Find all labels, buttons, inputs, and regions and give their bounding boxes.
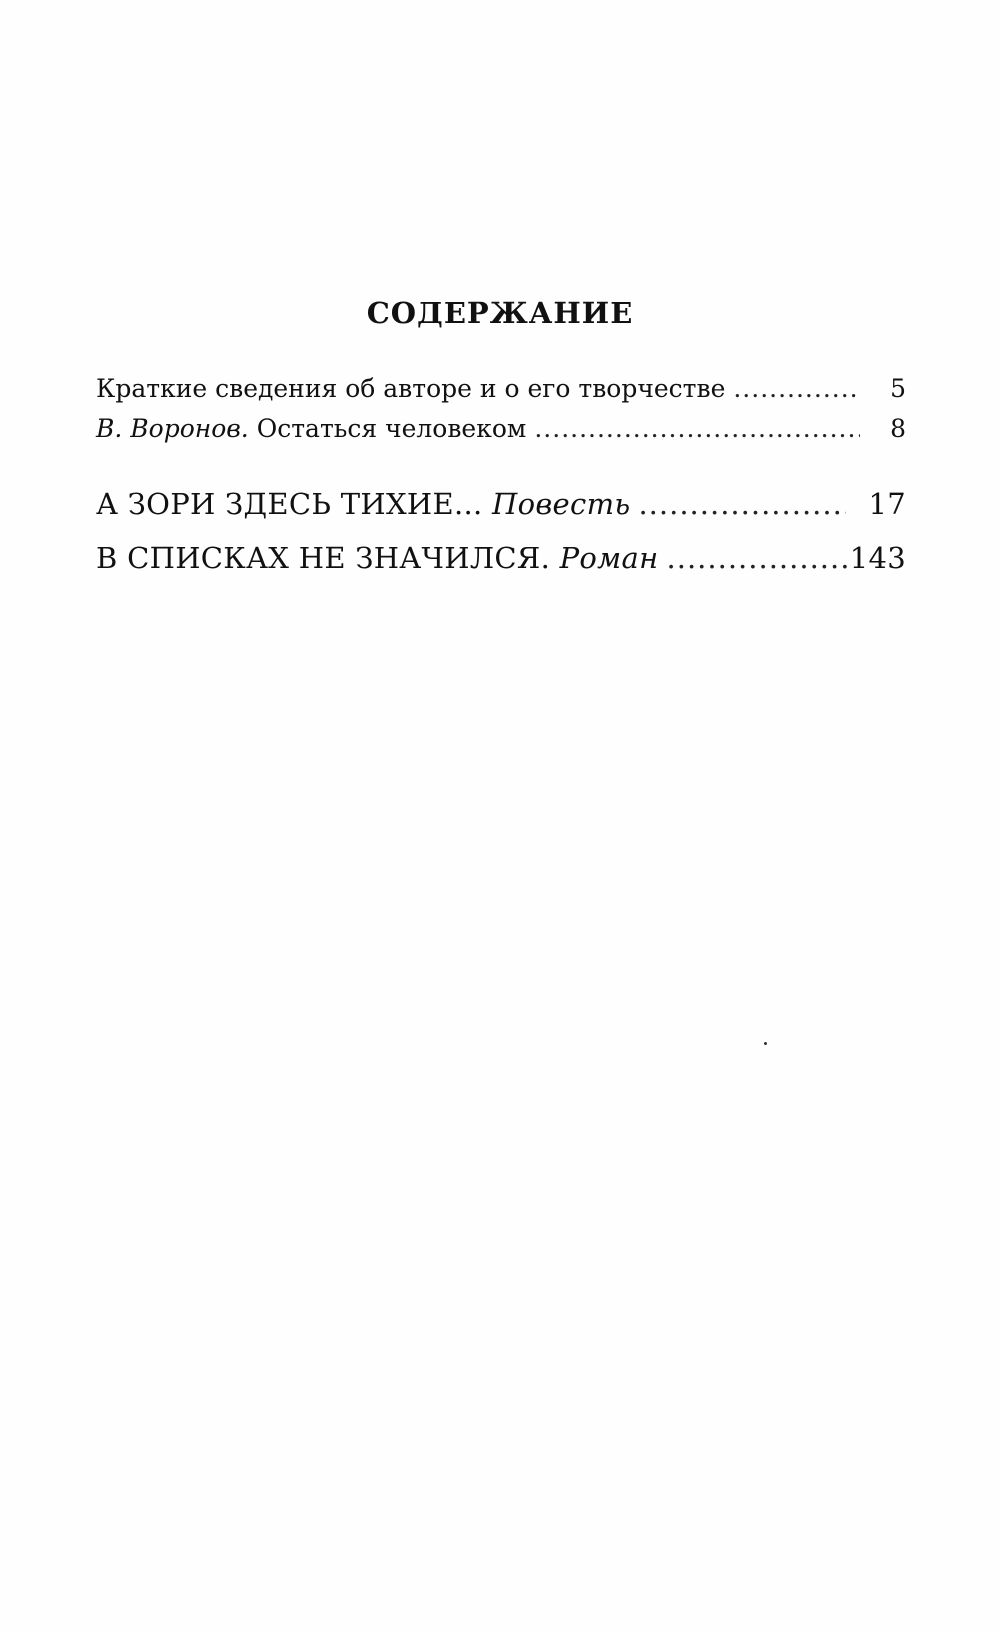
toc-entry-text [96, 487, 630, 521]
toc-entry [96, 487, 906, 521]
toc-entry-title: В СПИСКАХ НЕ ЗНАЧИЛСЯ. [96, 541, 560, 575]
toc-page-number: 17 [868, 487, 906, 521]
toc-page-number: 8 [890, 414, 906, 443]
toc-entry-title: Остаться человеком [248, 414, 527, 443]
page-title: СОДЕРЖАНИЕ [366, 296, 634, 330]
print-speck [764, 1042, 767, 1045]
dot-leader [534, 414, 860, 443]
toc-entry-text [96, 374, 725, 403]
toc-page-number: 5 [890, 374, 906, 403]
dot-leader [638, 487, 846, 521]
toc-entry-text [96, 541, 659, 575]
toc-entry-title: А ЗОРИ ЗДЕСЬ ТИХИЕ... [96, 487, 493, 521]
toc-entry-author: В. Воронов. [96, 414, 249, 443]
toc-entry-title: Краткие сведения об авторе и о его творчестве [96, 374, 726, 403]
toc-page-number: 143 [849, 541, 906, 575]
dot-leader [733, 374, 860, 403]
dot-leader [667, 541, 848, 575]
toc-entry [96, 541, 906, 575]
toc-entry-genre: Повесть [492, 487, 631, 521]
toc-entry-text [96, 414, 526, 443]
toc-entry [96, 414, 906, 443]
toc-entry-genre: Роман [559, 541, 659, 575]
toc-entry [96, 374, 906, 403]
